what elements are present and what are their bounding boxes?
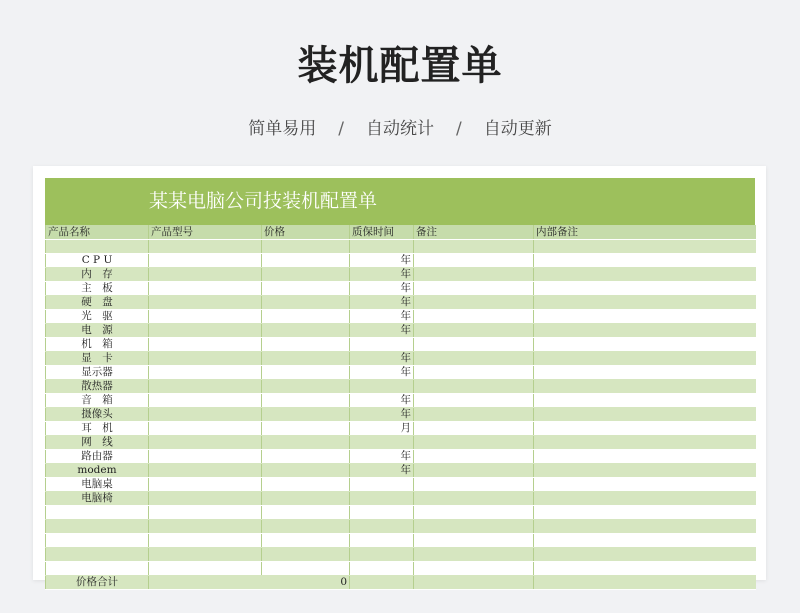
product-name-cell[interactable]: 摄像头	[46, 408, 149, 422]
table-cell[interactable]	[534, 520, 756, 534]
table-cell[interactable]	[149, 394, 262, 408]
warranty-cell[interactable]	[350, 492, 414, 506]
warranty-cell[interactable]: 年	[350, 450, 414, 464]
table-row	[46, 548, 756, 562]
total-value[interactable]: 0	[149, 576, 350, 590]
table-cell[interactable]	[149, 534, 262, 548]
table-cell[interactable]	[414, 506, 534, 520]
column-header[interactable]: 产品名称	[46, 225, 149, 240]
table-cell[interactable]	[149, 422, 262, 436]
warranty-cell[interactable]	[350, 436, 414, 450]
table-cell[interactable]	[414, 380, 534, 394]
table-cell[interactable]	[534, 492, 756, 506]
warranty-cell[interactable]: 年	[350, 408, 414, 422]
tag-separator: /	[456, 119, 462, 139]
table-row	[46, 394, 756, 408]
table-cell[interactable]	[534, 324, 756, 338]
table-cell[interactable]	[262, 492, 350, 506]
table-cell[interactable]	[149, 436, 262, 450]
table-cell[interactable]	[262, 520, 350, 534]
table-cell[interactable]	[149, 254, 262, 268]
product-name-cell[interactable]	[46, 506, 149, 520]
column-header[interactable]: 内部备注	[534, 225, 756, 240]
product-name-cell[interactable]: modem	[46, 464, 149, 478]
table-cell[interactable]	[534, 352, 756, 366]
tag-separator: /	[338, 119, 344, 139]
sheet-banner: 某某电脑公司技装机配置单	[45, 178, 755, 225]
table-cell[interactable]	[414, 478, 534, 492]
warranty-cell[interactable]: 月	[350, 422, 414, 436]
table-cell[interactable]	[414, 436, 534, 450]
table-cell[interactable]	[262, 422, 350, 436]
table-row	[46, 450, 756, 464]
table-cell[interactable]	[534, 366, 756, 380]
warranty-cell[interactable]: 年	[350, 366, 414, 380]
table-cell[interactable]	[534, 506, 756, 520]
table-cell[interactable]	[262, 562, 350, 576]
table-cell[interactable]	[262, 408, 350, 422]
table-row	[46, 408, 756, 422]
product-name-cell[interactable]	[46, 240, 149, 254]
table-cell[interactable]	[350, 576, 414, 590]
warranty-cell[interactable]: 年	[350, 394, 414, 408]
feature-tags	[0, 114, 800, 139]
table-cell[interactable]	[534, 534, 756, 548]
page-title: 装机配置单	[297, 43, 503, 89]
product-name-cell[interactable]: 网 线	[46, 436, 149, 450]
table-cell[interactable]	[414, 324, 534, 338]
product-name-cell[interactable]: 音 箱	[46, 394, 149, 408]
table-cell[interactable]	[534, 380, 756, 394]
table-cell[interactable]	[534, 338, 756, 352]
warranty-cell[interactable]	[350, 534, 414, 548]
table-cell[interactable]	[534, 296, 756, 310]
warranty-cell[interactable]	[350, 380, 414, 394]
table-cell[interactable]	[534, 478, 756, 492]
table-cell[interactable]	[534, 576, 756, 590]
table-cell[interactable]	[414, 268, 534, 282]
table-cell[interactable]	[262, 240, 350, 254]
product-name-cell[interactable]: 硬 盘	[46, 296, 149, 310]
table-cell[interactable]	[149, 408, 262, 422]
table-cell[interactable]	[149, 282, 262, 296]
product-name-cell[interactable]: 显示器	[46, 366, 149, 380]
table-cell[interactable]	[534, 310, 756, 324]
table-cell[interactable]	[262, 534, 350, 548]
table-cell[interactable]	[262, 324, 350, 338]
tag-auto-update: 自动更新	[483, 119, 552, 139]
warranty-cell[interactable]: 年	[350, 464, 414, 478]
warranty-cell[interactable]	[350, 478, 414, 492]
table-cell[interactable]	[149, 338, 262, 352]
warranty-cell[interactable]	[350, 562, 414, 576]
product-name-cell[interactable]	[46, 534, 149, 548]
product-name-cell[interactable]: 主 板	[46, 282, 149, 296]
table-cell[interactable]	[414, 282, 534, 296]
table-cell[interactable]	[149, 296, 262, 310]
product-name-cell[interactable]: 电 源	[46, 324, 149, 338]
tag-auto-stat: 自动统计	[366, 119, 434, 139]
table-cell[interactable]	[149, 450, 262, 464]
product-name-cell[interactable]: 电脑桌	[46, 478, 149, 492]
table-row	[46, 562, 756, 576]
table-row	[46, 324, 756, 338]
table-cell[interactable]	[534, 240, 756, 254]
warranty-cell[interactable]: 年	[350, 352, 414, 366]
table-cell[interactable]	[534, 254, 756, 268]
table-row	[46, 380, 756, 394]
table-header-row	[46, 225, 756, 240]
table-cell[interactable]	[262, 282, 350, 296]
table-cell[interactable]	[149, 478, 262, 492]
total-row	[46, 576, 756, 590]
spreadsheet-preview	[33, 166, 766, 588]
table-cell[interactable]	[262, 254, 350, 268]
warranty-cell[interactable]	[350, 240, 414, 254]
tag-easy: 简单易用	[248, 119, 317, 139]
product-name-cell[interactable]: 显 卡	[46, 352, 149, 366]
table-cell[interactable]	[414, 464, 534, 478]
table-cell[interactable]	[414, 450, 534, 464]
table-cell[interactable]	[149, 366, 262, 380]
table-cell[interactable]	[149, 562, 262, 576]
table-cell[interactable]	[262, 394, 350, 408]
table-cell[interactable]	[414, 338, 534, 352]
table-cell[interactable]	[414, 240, 534, 254]
table-row	[46, 338, 756, 352]
table-row	[46, 268, 756, 282]
product-name-cell[interactable]: 机 箱	[46, 338, 149, 352]
warranty-cell[interactable]: 年	[350, 310, 414, 324]
table-cell[interactable]	[262, 436, 350, 450]
table-cell[interactable]	[414, 296, 534, 310]
table-cell[interactable]	[534, 394, 756, 408]
table-row	[46, 436, 756, 450]
table-cell[interactable]	[534, 282, 756, 296]
table-cell[interactable]	[414, 562, 534, 576]
table-row	[46, 520, 756, 534]
warranty-cell[interactable]	[350, 338, 414, 352]
table-cell[interactable]	[534, 450, 756, 464]
table-cell[interactable]	[149, 324, 262, 338]
table-row	[46, 310, 756, 324]
table-cell[interactable]	[414, 548, 534, 562]
table-row	[46, 506, 756, 520]
product-name-cell[interactable]	[46, 520, 149, 534]
product-name-cell[interactable]: 光 驱	[46, 310, 149, 324]
product-name-cell[interactable]	[46, 562, 149, 576]
table-row	[46, 366, 756, 380]
table-cell[interactable]	[534, 408, 756, 422]
table-cell[interactable]	[414, 352, 534, 366]
warranty-cell[interactable]	[350, 506, 414, 520]
table-cell[interactable]	[414, 366, 534, 380]
column-header[interactable]: 质保时间	[350, 225, 414, 240]
table-cell[interactable]	[262, 268, 350, 282]
table-row	[46, 464, 756, 478]
spreadsheet	[45, 178, 755, 590]
product-name-cell[interactable]: 内 存	[46, 268, 149, 282]
product-name-cell[interactable]: 电脑椅	[46, 492, 149, 506]
table-cell[interactable]	[149, 520, 262, 534]
table-cell[interactable]	[414, 422, 534, 436]
table-cell[interactable]	[414, 408, 534, 422]
warranty-cell[interactable]: 年	[350, 324, 414, 338]
warranty-cell[interactable]: 年	[350, 296, 414, 310]
table-row	[46, 478, 756, 492]
warranty-cell[interactable]	[350, 548, 414, 562]
table-cell[interactable]	[414, 520, 534, 534]
table-cell[interactable]	[262, 366, 350, 380]
table-row	[46, 296, 756, 310]
product-name-cell[interactable]: 路由器	[46, 450, 149, 464]
table-row	[46, 422, 756, 436]
table-row	[46, 534, 756, 548]
warranty-cell[interactable]: 年	[350, 254, 414, 268]
table-cell[interactable]	[149, 492, 262, 506]
table-cell[interactable]	[414, 394, 534, 408]
table-cell[interactable]	[534, 436, 756, 450]
table-cell[interactable]	[534, 268, 756, 282]
table-cell[interactable]	[262, 352, 350, 366]
table-cell[interactable]	[414, 310, 534, 324]
table-cell[interactable]	[262, 296, 350, 310]
table-cell[interactable]	[149, 380, 262, 394]
table-cell[interactable]	[414, 492, 534, 506]
table-cell[interactable]	[262, 380, 350, 394]
warranty-cell[interactable]: 年	[350, 268, 414, 282]
column-header[interactable]: 产品型号	[149, 225, 262, 240]
table-row	[46, 240, 756, 254]
table-cell[interactable]	[149, 240, 262, 254]
table-cell[interactable]	[534, 422, 756, 436]
column-header[interactable]: 价格	[262, 225, 350, 240]
column-header[interactable]: 备注	[414, 225, 534, 240]
table-cell[interactable]	[149, 464, 262, 478]
table-cell[interactable]	[149, 310, 262, 324]
table-cell[interactable]	[414, 254, 534, 268]
table-row	[46, 254, 756, 268]
product-name-cell[interactable]: 散热器	[46, 380, 149, 394]
table-cell[interactable]	[149, 352, 262, 366]
product-name-cell[interactable]	[46, 548, 149, 562]
table-cell[interactable]	[534, 562, 756, 576]
table-cell[interactable]	[262, 548, 350, 562]
table-cell[interactable]	[262, 338, 350, 352]
table-cell[interactable]	[149, 268, 262, 282]
table-cell[interactable]	[414, 534, 534, 548]
table-row	[46, 492, 756, 506]
table-cell[interactable]	[149, 548, 262, 562]
warranty-cell[interactable]: 年	[350, 282, 414, 296]
table-cell[interactable]	[149, 506, 262, 520]
table-cell[interactable]	[262, 478, 350, 492]
total-label: 价格合计	[46, 576, 149, 590]
config-table	[45, 225, 756, 590]
table-cell[interactable]	[414, 576, 534, 590]
warranty-cell[interactable]	[350, 520, 414, 534]
table-row	[46, 352, 756, 366]
table-cell[interactable]	[534, 464, 756, 478]
product-name-cell[interactable]: 耳 机	[46, 422, 149, 436]
table-row	[46, 282, 756, 296]
product-name-cell[interactable]: C P U	[46, 254, 149, 268]
table-cell[interactable]	[262, 464, 350, 478]
table-cell[interactable]	[262, 450, 350, 464]
table-cell[interactable]	[262, 506, 350, 520]
table-cell[interactable]	[534, 548, 756, 562]
table-cell[interactable]	[262, 310, 350, 324]
